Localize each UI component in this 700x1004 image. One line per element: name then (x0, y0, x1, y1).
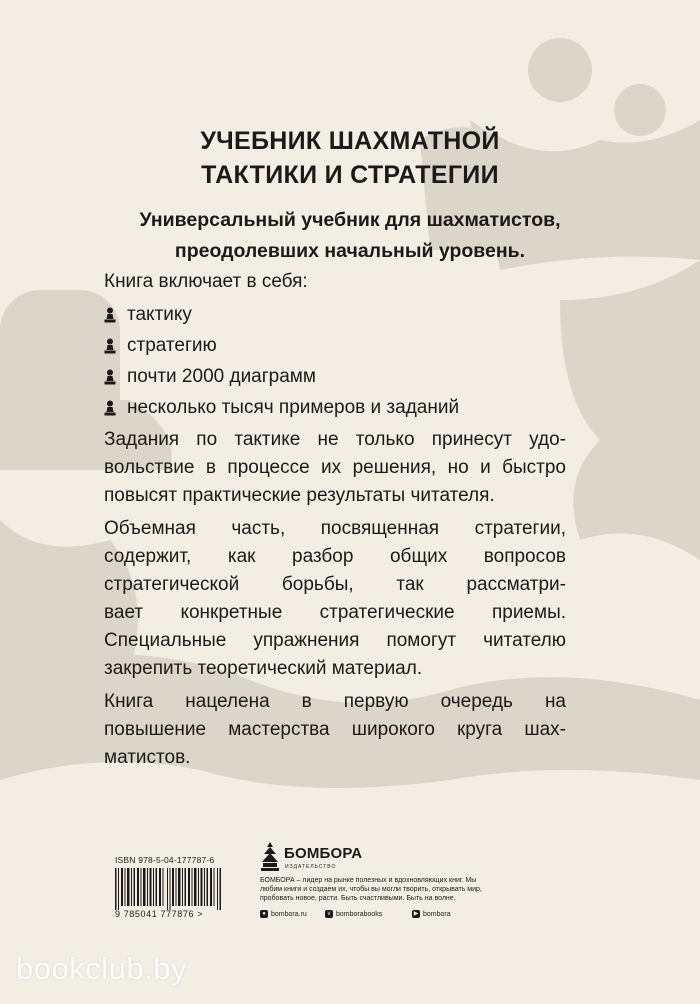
pawn-icon (104, 307, 116, 323)
paragraph-2-line: вает конкретные стратегические приемы. (104, 602, 566, 623)
intro-text: Книга включает в себя: (104, 271, 308, 292)
bullet-item (104, 332, 217, 360)
barcode (115, 868, 225, 910)
social-link-vk[interactable]: v bomborabooks (325, 910, 382, 918)
vk-icon: v (325, 910, 333, 918)
paragraph-3-line: матистов. (104, 747, 191, 768)
paragraph-1-line: вольствие в процессе их решения, но и быстро (104, 457, 566, 478)
bullet-text: почти 2000 диаграмм (127, 366, 316, 387)
bullet-text: тактику (127, 304, 192, 325)
publisher-description: БОМБОРА – лидер на рынке полезных и вдохновляющих книг. Мы любим книги и создаем их, чтобы вы могли творить, открывать мир, пробовать новое, расти. Быть счастливыми. Быть на волне. (260, 877, 482, 902)
site-watermark: bookclub.by (16, 951, 187, 986)
bullet-item (104, 363, 316, 391)
paragraph-1-line: Задания по тактике не только принесут удо- (104, 429, 566, 450)
book-title-line-1: УЧЕБНИК ШАХМАТНОЙ (200, 127, 500, 155)
subtitle-line-1: Универсальный учебник для шахматистов, (139, 209, 561, 231)
globe-icon: ● (260, 910, 268, 918)
bullet-text: стратегию (127, 335, 217, 356)
paragraph-3-line: повышение мастерства широкого круга шах- (104, 719, 566, 740)
paragraph-2-line: Специальные упражнения помогут читателю (104, 630, 566, 651)
pawn-icon (104, 400, 116, 416)
paragraph-2-line: содержит, как разбор общих вопросов (104, 546, 566, 567)
publisher-subname: ИЗДАТЕЛЬСТВО (285, 864, 337, 870)
paragraph-2-line: закрепить теоретический материал. (104, 658, 423, 679)
paragraph-3-line: Книга нацелена в первую очередь на (104, 691, 566, 712)
pawn-icon (104, 338, 116, 354)
subtitle-line-2: преодолевших начальный уровень. (174, 240, 526, 262)
pawn-icon (104, 369, 116, 385)
book-title-line-2: ТАКТИКИ И СТРАТЕГИИ (201, 161, 499, 189)
barcode-digits: 9 785041 777876 > (115, 909, 204, 919)
bullet-item (104, 394, 459, 422)
paragraph-2-line: Объемная часть, посвященная стратегии, (104, 518, 566, 539)
social-link-site[interactable]: ● bombora.ru (260, 910, 307, 918)
bullet-text: несколько тысяч примеров и заданий (127, 397, 460, 418)
bombora-logo-icon (260, 842, 280, 872)
bullet-item (104, 301, 192, 329)
isbn-label: ISBN 978-5-04-177787-6 (115, 855, 215, 865)
publisher-name: БОМБОРА (284, 845, 363, 862)
youtube-icon: ▶ (413, 911, 419, 917)
social-link-youtube[interactable]: ▶ bombora (413, 910, 451, 918)
paragraph-1-line: повысят практические результаты читателя. (104, 485, 495, 506)
paragraph-2-line: стратегической борьбы, так рассматри- (104, 574, 566, 595)
